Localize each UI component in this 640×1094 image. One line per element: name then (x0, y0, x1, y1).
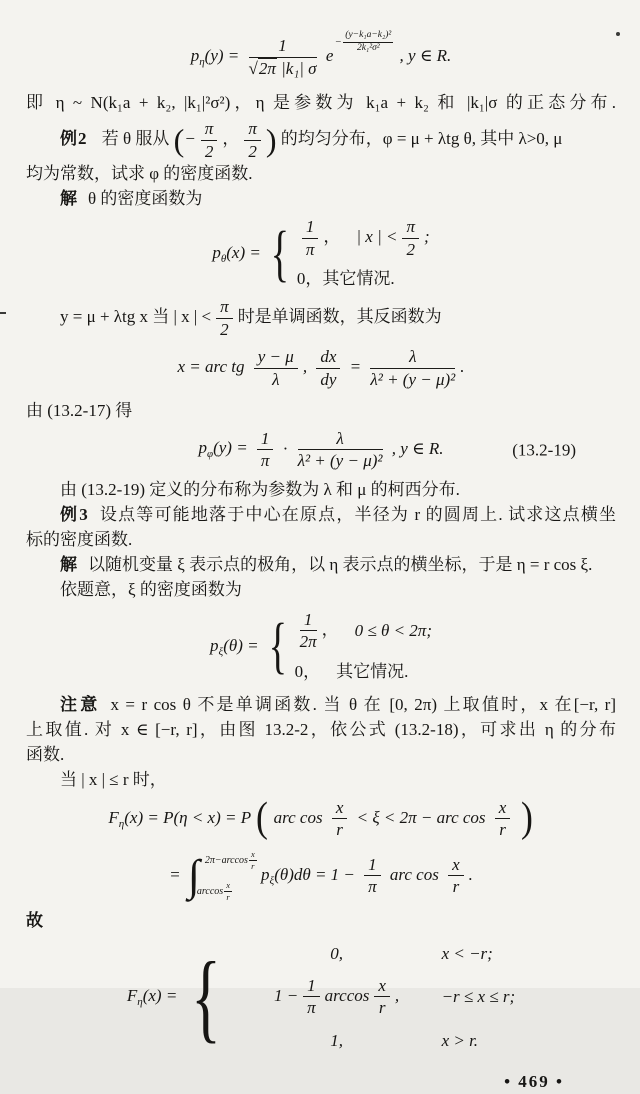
denominator: r (452, 877, 460, 897)
right-paren: ) (520, 794, 533, 841)
left-brace: { (270, 219, 290, 288)
comma: , (302, 357, 308, 377)
para-example-2 (26, 119, 616, 161)
para-text: 若 θ 服从 (101, 129, 170, 149)
para-text: θ 的密度函数为 (88, 189, 203, 209)
left-brace: { (268, 612, 287, 681)
para-cauchy-name (26, 477, 616, 502)
case-value (232, 976, 442, 1018)
formula-lhs (108, 807, 252, 830)
cases-block (182, 941, 516, 1053)
var-p: p (190, 46, 200, 65)
case-row (297, 266, 430, 291)
case-value: 0， (294, 661, 321, 681)
para-by-formula (26, 398, 616, 423)
minus-sign: − (184, 129, 196, 149)
comma: , (394, 985, 400, 1005)
comma: ， (321, 619, 339, 639)
var-p: p (212, 243, 221, 263)
numerator: π (402, 217, 419, 239)
integral-limits (196, 848, 255, 902)
fraction-x-r (374, 976, 390, 1018)
denominator: 2k₁²σ² (356, 43, 380, 54)
example-3-label: 例3 (60, 504, 89, 524)
example-2-label: 例2 (60, 129, 88, 149)
var-p: p (198, 438, 207, 458)
case-condition: x < −r; (441, 943, 493, 963)
formula-lhs (190, 46, 240, 68)
denominator: r (499, 820, 506, 840)
para-by-problem (26, 577, 616, 602)
limit-text: 2π−arccos (204, 854, 248, 866)
var-p: p (260, 864, 270, 884)
period: . (468, 864, 473, 884)
equals-sign: = (349, 357, 362, 377)
therefore-label: 故 (26, 910, 44, 930)
derivative-fraction (316, 347, 340, 389)
formula-cauchy-density (26, 429, 616, 471)
fraction-x-r (224, 881, 232, 902)
sqrt-icon: √ (248, 58, 258, 78)
cases-rows (297, 217, 430, 291)
lhs-tail: (θ) = (223, 635, 259, 655)
value-text: 1 − (273, 985, 299, 1005)
subscript-xi: ξ (218, 645, 224, 658)
comma: ， (323, 227, 341, 247)
denominator: λ (272, 369, 280, 389)
fraction (370, 347, 455, 389)
case-condition: −r ≤ x ≤ r; (441, 987, 516, 1007)
formula-F-eta-cases (26, 941, 616, 1053)
numerator: 1 (364, 855, 381, 877)
numerator: x (226, 879, 230, 890)
numerator: y − μ (254, 347, 298, 369)
numerator: 1 (249, 36, 317, 58)
formula-F-eta-probability (26, 794, 616, 841)
arccos-text: arc cos (389, 864, 439, 884)
cases-block (265, 217, 430, 291)
formula-normal-density (26, 30, 616, 78)
numerator: x (448, 855, 464, 877)
fraction (300, 610, 317, 652)
denominator: r (336, 820, 343, 840)
case-row (232, 976, 516, 1018)
numerator: dx (316, 347, 340, 369)
subscript-phi: φ (206, 448, 214, 461)
para-monotonic (26, 297, 616, 339)
inequality-text: < ξ < 2π − arc cos (356, 807, 486, 827)
denominator: r (226, 891, 230, 902)
numerator: π (201, 119, 218, 141)
numerator: x (374, 976, 390, 998)
var-F: F (126, 985, 138, 1005)
lhs-tail: (x) = (226, 243, 261, 263)
period: . (460, 357, 465, 377)
formula-tail: , y ∈ R. (391, 438, 444, 458)
case-value: 1, (330, 1030, 343, 1050)
denominator: r (251, 860, 255, 871)
numerator: π (244, 119, 261, 141)
numerator: π (216, 297, 233, 319)
lhs-tail: (x) = P(η < x) = P (124, 807, 252, 827)
denominator: dy (320, 369, 337, 389)
para-text: 时是单调函数，其反函数为 (237, 307, 442, 327)
page-number-text: • 469 • (504, 1071, 564, 1091)
cases-rows (232, 941, 516, 1053)
case-condition: x > r. (441, 1030, 479, 1050)
case-row (295, 610, 432, 652)
case-value: 0，其它情况. (296, 269, 395, 289)
scan-artifact (0, 312, 6, 314)
para-text: 设点等可能地落于中心在原点，半径为 r 的圆周上. 试求这点横坐 (98, 504, 617, 524)
numerator: 1 (302, 217, 319, 239)
left-paren: ( (173, 121, 185, 158)
para-note (26, 692, 616, 717)
denominator: λ² + (y − μ)² (297, 451, 383, 471)
solution-label: 解 (60, 554, 78, 574)
equation-number: (13.2-19) (512, 440, 576, 460)
cases-block (263, 610, 432, 684)
denominator: π (260, 451, 270, 471)
case-row (232, 941, 516, 966)
formula-tail: , y ∈ R. (399, 46, 452, 65)
euler-e: e (325, 46, 334, 65)
upper-limit (205, 848, 258, 873)
numerator: (y−k₁a−k₂)² (343, 31, 393, 43)
para-therefore (26, 908, 616, 933)
numerator: x (495, 798, 511, 820)
minus-sign: − (335, 37, 342, 48)
para-text: 当 | x | ≤ r 时， (60, 769, 167, 789)
para-text: x = r cos θ 不是单调函数. 当 θ 在 [0, 2π) 上取值时，x 在[−r, r] (110, 694, 616, 714)
limit-text: arccos (196, 885, 224, 897)
para-text: 依题意，ξ 的密度函数为 (60, 579, 242, 599)
case-value: 0, (330, 943, 343, 963)
formula-lhs (212, 243, 261, 266)
lhs-tail: (y) = (204, 46, 240, 65)
semicolon: ; (424, 227, 430, 247)
denominator: π (368, 877, 377, 897)
formula-inverse-function (26, 347, 616, 389)
left-brace: { (190, 941, 221, 1053)
fraction-x-r (448, 855, 464, 897)
para-text: 上取值. 对 x ∈ [−r, r]，由图 13.2-2，依公式 (13.2-18)，可求出 η 的分布 (26, 719, 616, 739)
case-row (297, 217, 430, 259)
para-note-end (26, 742, 616, 767)
comma: ， (222, 129, 240, 149)
numerator: λ (298, 429, 383, 451)
numerator: λ (370, 347, 455, 369)
para-example-3-cont (26, 527, 616, 552)
denominator: π (307, 998, 316, 1018)
case-condition: 0 ≤ θ < 2π; (354, 621, 432, 641)
equals-sign: = (169, 864, 181, 884)
fraction-pi-2 (244, 119, 261, 161)
denominator: r (378, 998, 386, 1018)
radicand: 2π (258, 58, 276, 78)
denominator (249, 58, 317, 79)
formula-lhs (126, 985, 178, 1008)
denominator: 2 (406, 239, 415, 259)
para-solution-2 (26, 186, 616, 211)
page-number (26, 1069, 616, 1094)
denominator: 2 (204, 141, 214, 161)
para-note-cont (26, 717, 616, 742)
var-p: p (209, 635, 219, 655)
para-text: 标的密度函数. (26, 529, 133, 549)
para-when-x (26, 767, 616, 792)
formula-lhs (198, 438, 248, 461)
denominator: 2 (220, 319, 229, 339)
case-value (295, 610, 339, 652)
para-solution-3 (26, 552, 616, 577)
right-paren: ) (265, 121, 277, 158)
arccos-text: arc cos (273, 807, 323, 827)
numerator: x (250, 848, 255, 859)
fraction-x-r (332, 798, 348, 840)
left-paren: ( (256, 794, 269, 841)
denominator: 2 (248, 141, 257, 161)
denominator: 2π (299, 632, 317, 652)
subscript-theta: θ (220, 253, 227, 266)
fraction (254, 347, 298, 389)
subscript-eta: η (137, 995, 143, 1008)
numerator: x (332, 798, 348, 820)
case-condition: 其它情况. (336, 661, 409, 681)
solution-label: 解 (60, 189, 78, 209)
para-text: y = μ + λtg x 当 | x | < (60, 307, 212, 327)
para-text: 由 (13.2-17) 得 (26, 400, 133, 420)
fraction (257, 429, 274, 471)
numerator: 1 (257, 429, 274, 451)
fraction (249, 36, 317, 78)
body-tail: (θ)dθ = 1 − (274, 864, 355, 884)
denominator: π (305, 239, 315, 259)
fraction-pi-2 (216, 297, 233, 339)
var-F: F (108, 807, 119, 827)
fraction (303, 976, 320, 1018)
lhs-tail: (x) = (142, 985, 178, 1005)
fraction (402, 217, 419, 259)
multiplication-dot: · (282, 438, 289, 458)
numerator: 1 (303, 976, 320, 998)
para-text: 的均匀分布，φ = μ + λtg θ, 其中 λ>0, μ (280, 129, 563, 149)
para-text: 以随机变量 ξ 表示点的极角，以 η 表示点的横坐标，于是 η = r cos ξ. (88, 554, 593, 574)
fraction-x-r (249, 850, 257, 871)
integral (188, 850, 254, 902)
case-row (232, 1028, 516, 1053)
note-label: 注意 (60, 694, 101, 714)
fraction (298, 429, 383, 471)
lhs-text: x = arc tg (177, 357, 245, 377)
condition-text: | x | < (356, 227, 398, 247)
integrand (260, 864, 355, 887)
arccos-text: arccos (324, 985, 370, 1005)
para-text: 由 (13.2-19) 定义的分布称为参数为 λ 和 μ 的柯西分布. (60, 479, 460, 499)
case-condition (356, 217, 429, 259)
case-row (295, 659, 432, 684)
fraction-pi-2 (201, 119, 218, 161)
para-example-2-cont (26, 161, 616, 186)
formula-p-theta-cases (26, 217, 616, 291)
denominator: λ² + (y − μ)² (370, 369, 456, 389)
para-example-3 (26, 502, 616, 527)
fraction (302, 217, 319, 259)
exponent-fraction (343, 31, 393, 54)
subscript-eta: η (118, 817, 125, 830)
lower-limit (197, 879, 250, 904)
denominator-rest: |k₁| σ (276, 58, 317, 78)
formula-p-xi-cases (26, 610, 616, 684)
para-normal-distribution (26, 90, 616, 115)
para-text: 即 η ~ N(k₁a + k₂, |k₁|²σ²)，η 是参数为 k₁a + k₂ 和 |k₁|σ 的正态分布. (26, 93, 616, 113)
subscript-eta: η (199, 56, 205, 68)
formula-integral (26, 850, 616, 902)
fraction (364, 855, 381, 897)
formula-lhs (209, 635, 259, 658)
cases-rows (295, 610, 432, 684)
numerator: 1 (300, 610, 317, 632)
lhs-tail: (y) = (213, 438, 248, 458)
fraction-x-r (495, 798, 511, 840)
case-value (297, 217, 341, 259)
para-text: 函数. (26, 744, 65, 764)
para-text: 均为常数，试求 φ 的密度函数. (26, 164, 253, 184)
subscript-xi: ξ (269, 874, 275, 887)
integral-icon: ∫ (187, 850, 200, 900)
scan-artifact (616, 32, 620, 36)
exponent (335, 30, 395, 55)
